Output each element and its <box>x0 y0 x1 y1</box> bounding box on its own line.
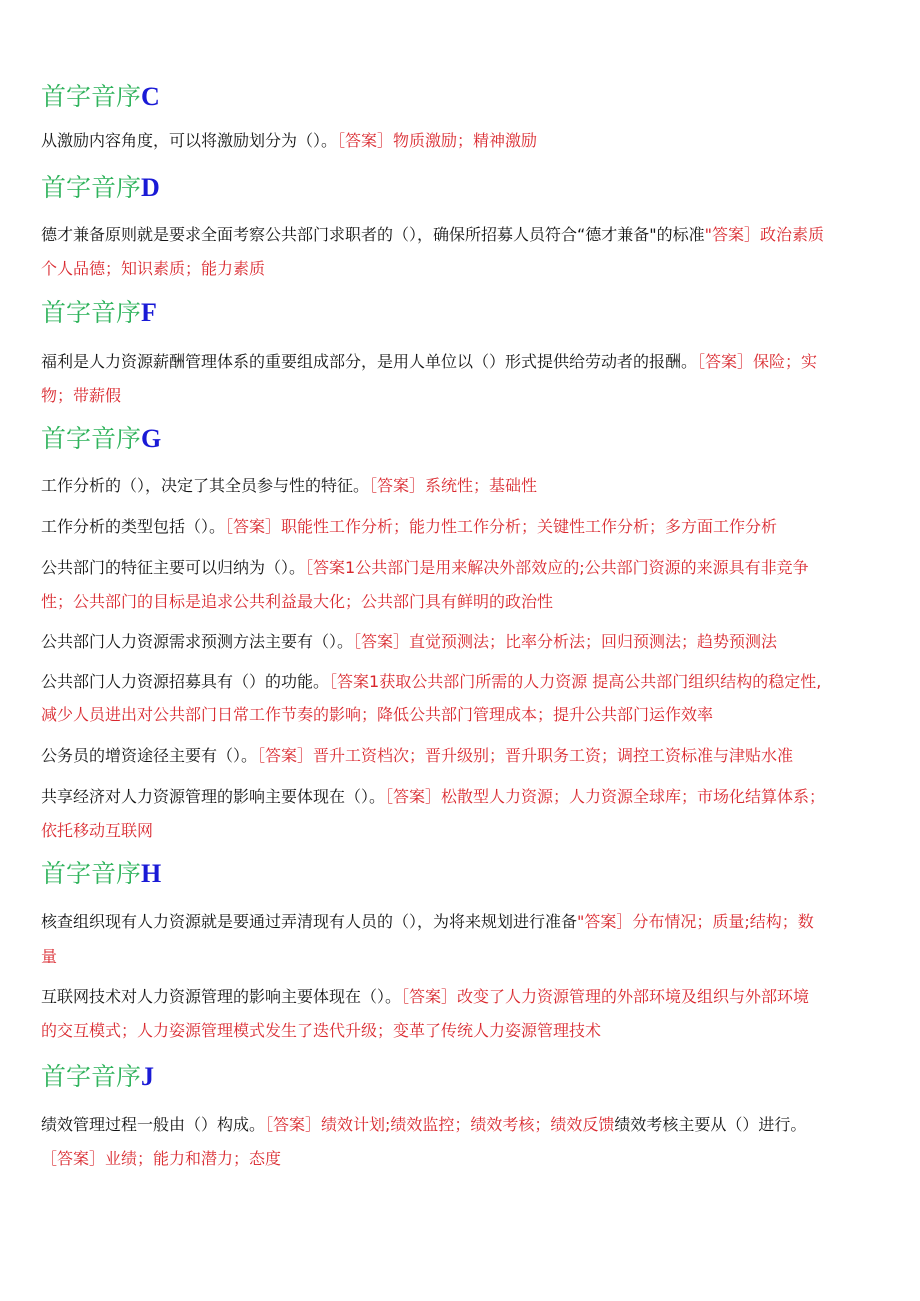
qa-line <box>41 782 886 812</box>
qa-line <box>41 471 886 501</box>
heading-text: 首字音序 <box>41 298 142 327</box>
section-heading-f <box>41 296 157 330</box>
heading-letter: D <box>141 173 160 202</box>
answer-text: "答案］分布情况；质量;结构；数 <box>577 912 814 931</box>
question-text: 绩效考核主要从（）进行。 <box>614 1115 807 1134</box>
section-heading-c <box>41 80 160 114</box>
question-text: 公务员的增资途径主要有（）。 <box>41 746 258 765</box>
answer-text: 量 <box>41 947 58 966</box>
answer-text: ［答案］保险；实 <box>697 352 818 371</box>
answer-text: ［答案］晋升工资档次；晋升级别；晋升职务工资；调控工资标准与津贴水准 <box>257 746 794 765</box>
qa-line <box>41 667 886 697</box>
answer-text: 物；带薪假 <box>41 386 122 405</box>
qa-line <box>41 553 886 583</box>
answer-text: ［答案1获取公共部门所需的人力资源 提高公共部门组织结构的稳定性, <box>329 672 822 691</box>
answer-text: ［答案］物质激励；精神激励 <box>337 131 538 150</box>
question-text: 德才兼备原则就是要求全面考察公共部门求职者的（），确保所招募人员符合“德才兼备"的标准 <box>41 225 705 244</box>
question-text: 工作分析的（），决定了其全员参与性的特征。 <box>41 476 370 495</box>
heading-letter: F <box>141 298 157 327</box>
qa-line <box>41 907 886 937</box>
qa-line <box>41 1110 886 1140</box>
question-text: 共享经济对人力资源管理的影响主要体现在（）。 <box>41 787 386 806</box>
answer-text: 依托移动互联网 <box>41 821 154 840</box>
heading-text: 首字音序 <box>41 859 142 888</box>
section-heading-h <box>41 857 161 891</box>
answer-text: ［答案］业绩；能力和潜力；态度 <box>41 1149 282 1168</box>
qa-line <box>41 587 886 617</box>
answer-text: 的交互模式；人力姿源管理模式发生了迭代升级；变革了传统人力姿源管理技术 <box>41 1021 602 1040</box>
answer-text: 个人品德；知识素质；能力素质 <box>41 259 266 278</box>
qa-line <box>41 254 886 284</box>
answer-text: "答案］政治素质 <box>704 225 825 244</box>
answer-text: ［答案］直觉预测法；比率分析法；回归预测法；趋势预测法 <box>353 632 778 651</box>
heading-text: 首字音序 <box>41 173 142 202</box>
answer-text: ［答案］松散型人力资源；人力资源全球库；市场化结算体系； <box>385 787 826 806</box>
heading-letter: G <box>141 424 162 453</box>
question-text: 公共部门人力资源需求预测方法主要有（）。 <box>41 632 354 651</box>
question-text: 工作分析的类型包括（）。 <box>41 517 226 536</box>
answer-text: ［答案］改变了人力资源管理的外部环境及组织与外部环境 <box>401 987 810 1006</box>
qa-line <box>41 347 886 377</box>
answer-text: ［答案］职能性工作分析；能力性工作分析；关键性工作分析；多方面工作分析 <box>225 517 778 536</box>
qa-line <box>41 627 886 657</box>
question-text: 核查组织现有人力资源就是要通过弄清现有人员的（），为将来规划进行准备 <box>41 912 578 931</box>
section-heading-g <box>41 422 161 456</box>
qa-line <box>41 741 886 771</box>
answer-text: ［答案］绩效计划;绩效监控；绩效考核；绩效反馈 <box>265 1115 615 1134</box>
qa-line <box>41 126 886 156</box>
heading-text: 首字音序 <box>41 424 142 453</box>
qa-line <box>41 982 886 1012</box>
heading-letter: H <box>141 859 162 888</box>
question-text: 福利是人力资源薪酬管理体系的重要组成部分，是用人单位以（）形式提供给劳动者的报酬。 <box>41 352 698 371</box>
question-text: 互联网技术对人力资源管理的影响主要体现在（）。 <box>41 987 402 1006</box>
heading-text: 首字音序 <box>41 82 142 111</box>
section-heading-j <box>41 1060 154 1094</box>
qa-line <box>41 1016 886 1046</box>
answer-text: 性；公共部门的目标是追求公共利益最大化；公共部门具有鲜明的政治性 <box>41 592 554 611</box>
answer-text: ［答案1公共部门是用来解决外部效应的;公共部门资源的来源具有非竞争 <box>305 558 809 577</box>
qa-line <box>41 220 886 250</box>
heading-letter: C <box>141 82 160 111</box>
qa-line <box>41 700 886 730</box>
heading-letter: J <box>141 1062 155 1091</box>
answer-text: ［答案］系统性；基础性 <box>369 476 538 495</box>
qa-line <box>41 381 886 411</box>
qa-line <box>41 512 886 542</box>
question-text: 从激励内容角度，可以将激励划分为（）。 <box>41 131 338 150</box>
qa-line <box>41 1144 886 1174</box>
question-text: 公共部门人力资源招募具有（）的功能。 <box>41 672 330 691</box>
question-text: 绩效管理过程一般由（）构成。 <box>41 1115 266 1134</box>
qa-line <box>41 816 886 846</box>
section-heading-d <box>41 171 160 205</box>
question-text: 公共部门的特征主要可以归纳为（）。 <box>41 558 306 577</box>
heading-text: 首字音序 <box>41 1062 142 1091</box>
answer-text: 减少人员进出对公共部门日常工作节奏的影响；降低公共部门管理成本；提升公共部门运作效率 <box>41 705 714 724</box>
qa-line <box>41 942 886 972</box>
